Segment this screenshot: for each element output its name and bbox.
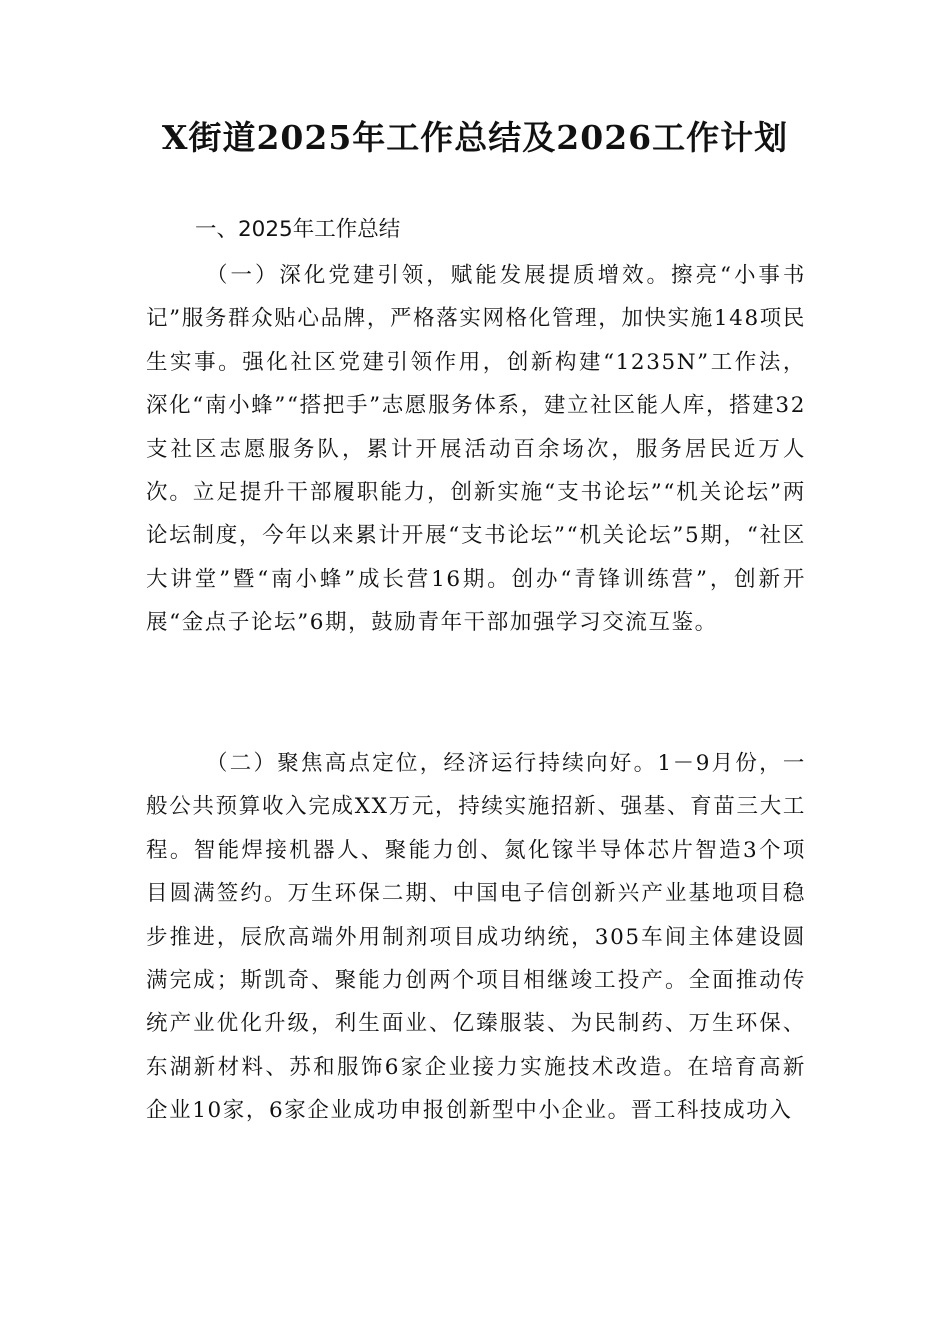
section-heading: 一、2025年工作总结	[195, 217, 401, 242]
paragraph-2: （二）聚焦高点定位，经济运行持续向好。1－9月份，一般公共预算收入完成XX万元，持续实施招新、强基、育苗三大工程。智能焊接机器人、聚能力创、氮化镓半导体芯片智造3个项目圆满签约。万生环保二期、中国电子信创新兴产业基地项目稳步推进，辰欣高端外用制剂项目成功纳统，305车间主体建设圆满完成；斯凯奇、聚能力创两个项目相继竣工投产。全面推动传统产业优化升级，利生面业、亿臻服装、为民制药、万生环保、东湖新材料、苏和服饰6家企业接力实施技术改造。在培育高新企业10家，6家企业成功申报创新型中小企业。晋工科技成功入	[146, 751, 806, 1124]
paragraph-1: （一）深化党建引领，赋能发展提质增效。擦亮“小事书记”服务群众贴心品牌，严格落实网格化管理，加快实施148项民生实事。强化社区党建引领作用，创新构建“1235N”工作法，深化“南小蜂”“搭把手”志愿服务体系，建立社区能人库，搭建32支社区志愿服务队，累计开展活动百余场次，服务居民近万人次。立足提升干部履职能力，创新实施“支书论坛”“机关论坛”两论坛制度，今年以来累计开展“支书论坛”“机关论坛”5期，“社区大讲堂”暨“南小蜂”成长营16期。创办“青锋训练营”，创新开展“金点子论坛”6期，鼓励青年干部加强学习交流互鉴。	[146, 263, 806, 636]
document-title: X街道2025年工作总结及2026工作计划	[161, 118, 789, 157]
